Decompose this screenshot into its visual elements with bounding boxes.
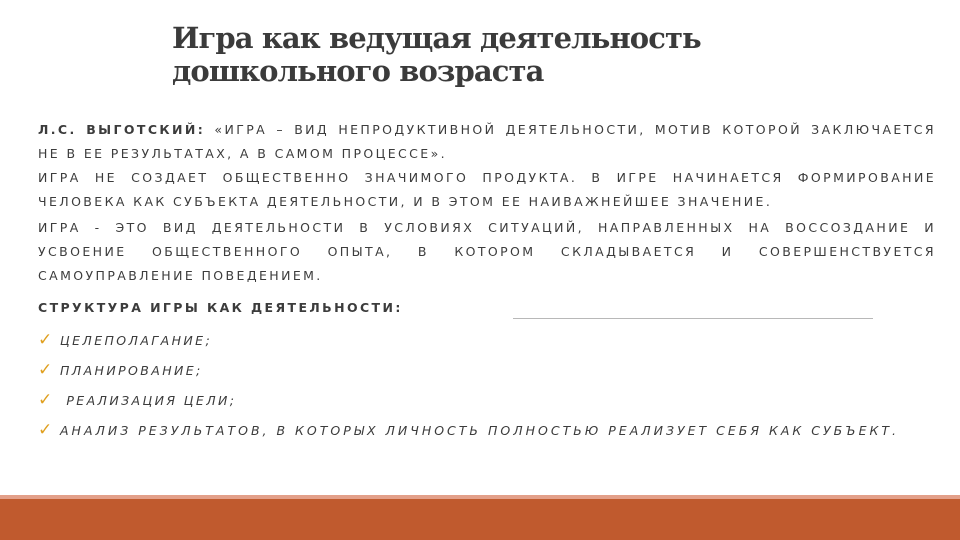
title-line-1: Игра как ведущая деятельность	[172, 21, 701, 55]
footer-bar	[0, 499, 960, 540]
structure-heading-text: СТРУКТУРА ИГРЫ КАК ДЕЯТЕЛЬНОСТИ:	[38, 300, 403, 315]
title-line-2: дошкольного возраста	[172, 54, 544, 88]
checkmark-icon: ✓	[38, 330, 53, 350]
paragraph-vygotsky-quote	[38, 118, 936, 166]
checkmark-icon: ✓	[38, 420, 53, 440]
slide-title	[172, 22, 872, 88]
paragraph-game-product: ИГРА НЕ СОЗДАЕТ ОБЩЕСТВЕННО ЗНАЧИМОГО ПРОДУКТА. В ИГРЕ НАЧИНАЕТСЯ ФОРМИРОВАНИЕ ЧЕЛОВЕКА КАК СУБЪЕКТА ДЕЯТЕЛЬНОСТИ, И В ЭТОМ ЕЕ НАИВАЖНЕЙШЕЕ ЗНАЧЕНИЕ.	[38, 170, 936, 209]
structure-list	[38, 332, 936, 440]
quote-author: Л.С. ВЫГОТСКИЙ:	[38, 122, 206, 137]
checkmark-icon: ✓	[38, 360, 53, 380]
paragraph-game-definition: ИГРА - ЭТО ВИД ДЕЯТЕЛЬНОСТИ В УСЛОВИЯХ СИТУАЦИЙ, НАПРАВЛЕННЫХ НА ВОССОЗДАНИЕ И УСВОЕНИЕ ОБЩЕСТВЕННОГО ОПЫТА, В КОТОРОМ СКЛАДЫВАЕТСЯ И СОВЕРШЕНСТВУЕТСЯ САМОУПРАВЛЕНИЕ ПОВЕДЕНИЕМ.	[38, 220, 936, 283]
heading-underline	[513, 318, 873, 319]
slide-body	[38, 118, 936, 452]
list-item-text: ЦЕЛЕПОЛАГАНИЕ;	[60, 333, 213, 348]
list-item	[38, 392, 936, 410]
list-item-text: ПЛАНИРОВАНИЕ;	[60, 363, 203, 378]
list-item	[38, 332, 936, 350]
list-item	[38, 422, 936, 440]
quote-text: «ИГРА – ВИД НЕПРОДУКТИВНОЙ ДЕЯТЕЛЬНОСТИ, МОТИВ КОТОРОЙ ЗАКЛЮЧАЕТСЯ НЕ В ЕЕ РЕЗУЛЬТАТАХ, А В САМОМ ПРОЦЕССЕ».	[38, 122, 936, 161]
structure-heading	[38, 296, 873, 320]
list-item-text: АНАЛИЗ РЕЗУЛЬТАТОВ, В КОТОРЫХ ЛИЧНОСТЬ ПОЛНОСТЬЮ РЕАЛИЗУЕТ СЕБЯ КАК СУБЪЕКТ.	[60, 423, 899, 438]
checkmark-icon: ✓	[38, 390, 53, 410]
list-item	[38, 362, 936, 380]
list-item-text: РЕАЛИЗАЦИЯ ЦЕЛИ;	[60, 393, 237, 408]
